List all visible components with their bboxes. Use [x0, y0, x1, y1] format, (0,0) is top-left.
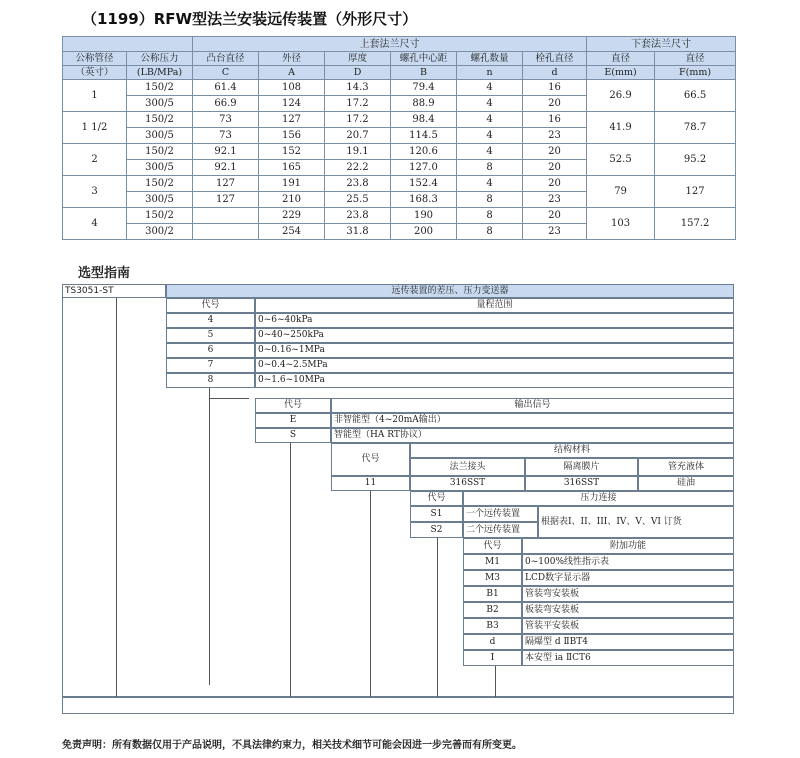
- material-value: 316SST: [525, 476, 638, 491]
- lower-diameter-f-cell: 95.2: [655, 144, 736, 176]
- table-cell: 8: [457, 160, 523, 176]
- table-cell: 92.1: [193, 160, 259, 176]
- table-cell: 300/2: [127, 224, 193, 240]
- table-cell: 14.3: [325, 80, 391, 96]
- page-title: （1199）RFW型法兰安装远传装置（外形尺寸）: [82, 10, 418, 28]
- material-value: 316SST: [410, 476, 525, 491]
- table-cell: 114.5: [391, 128, 457, 144]
- range-value: 0~6~40kPa: [255, 313, 734, 328]
- lower-diameter-f-cell: 157.2: [655, 208, 736, 240]
- product-description: 远传装置的差压、压力变送器: [166, 284, 734, 298]
- table-cell: 31.8: [325, 224, 391, 240]
- table-cell: 8: [457, 224, 523, 240]
- table-cell: 4: [457, 144, 523, 160]
- table-cell: 25.5: [325, 192, 391, 208]
- extra-value: 隔爆型 d ⅡBT4: [522, 634, 734, 650]
- table-cell: 254: [259, 224, 325, 240]
- lower-diameter-f-cell: 78.7: [655, 112, 736, 144]
- extra-value: 管装弯安装板: [522, 586, 734, 602]
- table-row: [63, 208, 736, 224]
- table-cell: 200: [391, 224, 457, 240]
- column-header-unit: C: [193, 66, 259, 80]
- column-header: 螺孔数量: [457, 52, 523, 66]
- pressure-code: S1: [410, 506, 463, 522]
- table-cell: 229: [259, 208, 325, 224]
- pressure-value: 二个远传装置: [463, 522, 538, 538]
- column-header-unit: d: [523, 66, 587, 80]
- table-cell: 20: [523, 176, 587, 192]
- material-value: 硅油: [638, 476, 734, 491]
- model-code: TS3051-ST: [62, 284, 166, 298]
- range-value: 0~40~250kPa: [255, 328, 734, 343]
- table-cell: 150/2: [127, 176, 193, 192]
- extra-code: B1: [463, 586, 522, 602]
- table-cell: 190: [391, 208, 457, 224]
- table-cell: 8: [457, 208, 523, 224]
- table-cell: 124: [259, 96, 325, 112]
- nominal-size-cell: 1: [63, 80, 127, 112]
- material-col-header: 法兰接头: [410, 458, 525, 476]
- code-header: 代号: [331, 443, 410, 476]
- range-value: 0~0.16~1MPa: [255, 343, 734, 358]
- column-header-unit: D: [325, 66, 391, 80]
- table-cell: 92.1: [193, 144, 259, 160]
- table-cell: 20: [523, 208, 587, 224]
- extra-value: LCD数字显示器: [522, 570, 734, 586]
- table-cell: 4: [457, 96, 523, 112]
- table-cell: 210: [259, 192, 325, 208]
- code-header: 代号: [463, 538, 522, 554]
- bracket-line: [437, 538, 438, 697]
- extra-value: 管装平安装板: [522, 618, 734, 634]
- column-header-unit: A: [259, 66, 325, 80]
- table-cell: 150/2: [127, 80, 193, 96]
- table-cell: 20: [523, 144, 587, 160]
- table-cell: 150/2: [127, 208, 193, 224]
- column-header-unit: n: [457, 66, 523, 80]
- table-cell: 4: [457, 176, 523, 192]
- extra-code: d: [463, 634, 522, 650]
- output-value: 非智能型（4~20mA输出）: [331, 413, 734, 428]
- table-cell: 22.2: [325, 160, 391, 176]
- range-value: 0~0.4~2.5MPa: [255, 358, 734, 373]
- lower-diameter-e-cell: 79: [587, 176, 655, 208]
- column-header-unit: B: [391, 66, 457, 80]
- material-col-header: 管充液体: [638, 458, 734, 476]
- table-cell: 300/5: [127, 96, 193, 112]
- table-cell: 98.4: [391, 112, 457, 128]
- range-code: 8: [166, 373, 255, 388]
- column-header: 外径: [259, 52, 325, 66]
- output-code: E: [255, 413, 331, 428]
- table-cell: 168.3: [391, 192, 457, 208]
- table-row: [63, 176, 736, 192]
- table-cell: [193, 224, 259, 240]
- column-header: 公称压力: [127, 52, 193, 66]
- table-cell: [193, 208, 259, 224]
- code-header: 代号: [410, 491, 463, 506]
- output-value: 智能型（HA RT协议）: [331, 428, 734, 443]
- pressure-value: 一个远传装置: [463, 506, 538, 522]
- table-cell: 17.2: [325, 112, 391, 128]
- dimension-table: [62, 36, 736, 240]
- nominal-size-cell: 2: [63, 144, 127, 176]
- table-cell: 152: [259, 144, 325, 160]
- table-cell: 127: [259, 112, 325, 128]
- extra-code: M3: [463, 570, 522, 586]
- material-header: 结构材料: [410, 443, 734, 458]
- table-cell: 120.6: [391, 144, 457, 160]
- extra-value: 板装弯安装板: [522, 602, 734, 618]
- pressure-header: 压力连接: [463, 491, 734, 506]
- range-code: 7: [166, 358, 255, 373]
- table-cell: 20: [523, 160, 587, 176]
- range-code: 4: [166, 313, 255, 328]
- column-header: 螺孔中心距: [391, 52, 457, 66]
- range-value: 0~1.6~10MPa: [255, 373, 734, 388]
- table-cell: 4: [457, 128, 523, 144]
- extra-code: M1: [463, 554, 522, 570]
- table-cell: 79.4: [391, 80, 457, 96]
- column-header-unit: E(mm): [587, 66, 655, 80]
- table-cell: 66.9: [193, 96, 259, 112]
- table-cell: 300/5: [127, 160, 193, 176]
- column-header-unit: F(mm): [655, 66, 736, 80]
- selection-footer-row: [62, 697, 734, 714]
- table-cell: 20.7: [325, 128, 391, 144]
- column-header-unit: (LB/MPa): [127, 66, 193, 80]
- range-header: 量程范围: [255, 298, 734, 313]
- bracket-line: [290, 443, 291, 697]
- code-header: 代号: [255, 398, 331, 413]
- pressure-code: S2: [410, 522, 463, 538]
- table-cell: 191: [259, 176, 325, 192]
- output-code: S: [255, 428, 331, 443]
- table-cell: 8: [457, 192, 523, 208]
- lower-flange-header: 下套法兰尺寸: [587, 37, 736, 52]
- bracket-line: [209, 388, 210, 685]
- lower-diameter-e-cell: 103: [587, 208, 655, 240]
- table-cell: 20: [523, 96, 587, 112]
- extra-header: 附加功能: [522, 538, 734, 554]
- pressure-note: 根据表I、II、III、IV、V、VI 订货: [538, 506, 734, 538]
- table-cell: 23: [523, 128, 587, 144]
- nominal-size-cell: 1 1/2: [63, 112, 127, 144]
- extra-value: 0~100%线性指示表: [522, 554, 734, 570]
- lower-diameter-f-cell: 66.5: [655, 80, 736, 112]
- disclaimer: 免责声明：所有数据仅用于产品说明，不具法律约束力，相关技术细节可能会因进一步完善而有所变更。: [62, 740, 522, 751]
- table-cell: 4: [457, 80, 523, 96]
- table-cell: 150/2: [127, 144, 193, 160]
- material-code: 11: [331, 476, 410, 491]
- table-cell: 127.0: [391, 160, 457, 176]
- range-code: 5: [166, 328, 255, 343]
- table-cell: 150/2: [127, 112, 193, 128]
- table-cell: 300/5: [127, 192, 193, 208]
- table-cell: 23.8: [325, 176, 391, 192]
- table-cell: 16: [523, 80, 587, 96]
- table-cell: 16: [523, 112, 587, 128]
- extra-code: I: [463, 650, 522, 666]
- extra-code: B3: [463, 618, 522, 634]
- output-header: 输出信号: [331, 398, 734, 413]
- column-header: 凸台直径: [193, 52, 259, 66]
- material-col-header: 隔离膜片: [525, 458, 638, 476]
- bracket-line: [209, 398, 249, 399]
- bracket-line: [495, 666, 496, 697]
- lower-diameter-e-cell: 52.5: [587, 144, 655, 176]
- range-code: 6: [166, 343, 255, 358]
- lower-diameter-e-cell: 26.9: [587, 80, 655, 112]
- table-cell: 152.4: [391, 176, 457, 192]
- table-cell: 73: [193, 112, 259, 128]
- upper-flange-header: 上套法兰尺寸: [193, 37, 587, 52]
- lower-diameter-f-cell: 127: [655, 176, 736, 208]
- bracket-line: [116, 298, 117, 697]
- table-cell: 165: [259, 160, 325, 176]
- table-cell: 23: [523, 192, 587, 208]
- table-cell: 4: [457, 112, 523, 128]
- table-row: [63, 144, 736, 160]
- nominal-size-cell: 3: [63, 176, 127, 208]
- table-cell: 108: [259, 80, 325, 96]
- table-cell: 127: [193, 192, 259, 208]
- bracket-line: [370, 491, 371, 697]
- table-cell: 300/5: [127, 128, 193, 144]
- table-cell: 19.1: [325, 144, 391, 160]
- table-cell: 61.4: [193, 80, 259, 96]
- table-cell: 23: [523, 224, 587, 240]
- column-header: 栓孔直径: [523, 52, 587, 66]
- table-cell: 88.9: [391, 96, 457, 112]
- nominal-size-cell: 4: [63, 208, 127, 240]
- header-spacer: [63, 37, 193, 52]
- table-cell: 23.8: [325, 208, 391, 224]
- table-cell: 73: [193, 128, 259, 144]
- column-header: 直径: [587, 52, 655, 66]
- table-row: [63, 112, 736, 128]
- column-header: 直径: [655, 52, 736, 66]
- table-cell: 127: [193, 176, 259, 192]
- column-header: 公称管径: [63, 52, 127, 66]
- lower-diameter-e-cell: 41.9: [587, 112, 655, 144]
- code-header: 代号: [166, 298, 255, 313]
- table-row: [63, 80, 736, 96]
- extra-code: B2: [463, 602, 522, 618]
- table-cell: 17.2: [325, 96, 391, 112]
- selection-guide-title: 选型指南: [78, 266, 131, 281]
- table-cell: 156: [259, 128, 325, 144]
- column-header-unit: （英寸）: [63, 66, 127, 80]
- extra-value: 本安型 ia ⅡCT6: [522, 650, 734, 666]
- column-header: 厚度: [325, 52, 391, 66]
